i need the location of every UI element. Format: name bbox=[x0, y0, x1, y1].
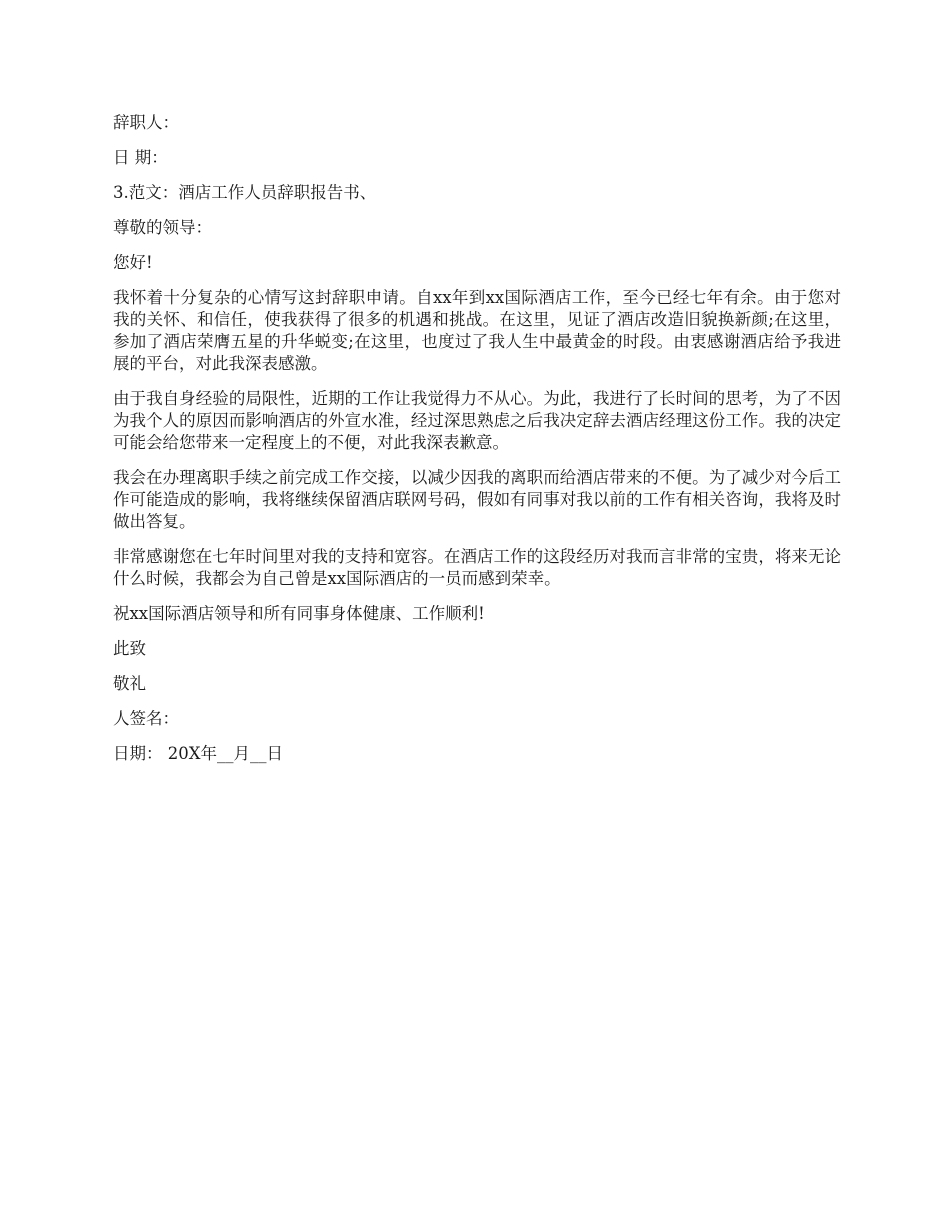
closing-line-1: 此致 bbox=[113, 639, 146, 658]
section-heading: 3.范文：酒店工作人员辞职报告书、 bbox=[113, 183, 377, 202]
document-body bbox=[113, 112, 841, 778]
salutation: 尊敬的领导： bbox=[113, 218, 212, 237]
body-paragraph-2: 由于我自身经验的局限性，近期的工作让我觉得力不从心。为此，我进行了长时间的思考，为了不因为我个人的原因而影响酒店的外宣水准，经过深思熟虑之后我决定辞去酒店经理这份工作。我的决定可能会给您带来一定程度上的不便，对此我深表歉意。 bbox=[113, 389, 841, 452]
resigner-line: 辞职人： bbox=[113, 113, 179, 132]
body-paragraph-3: 我会在办理离职手续之前完成工作交接，以减少因我的离职而给酒店带来的不便。为了减少对今后工作可能造成的影响，我将继续保留酒店联网号码，假如有同事对我以前的工作有相关咨询，我将及时做出答复。 bbox=[113, 468, 841, 531]
closing-line-2: 敬礼 bbox=[113, 674, 146, 693]
signature-line: 人签名： bbox=[113, 709, 179, 728]
wishes-line: 祝xx国际酒店领导和所有同事身体健康、工作顺利! bbox=[113, 604, 485, 623]
signature-date-line: 日期： 20X年__月__日 bbox=[113, 744, 283, 763]
date-line: 日 期： bbox=[113, 148, 168, 167]
greeting: 您好! bbox=[113, 253, 153, 272]
body-paragraph-4: 非常感谢您在七年时间里对我的支持和宽容。在酒店工作的这段经历对我而言非常的宝贵，将来无论什么时候，我都会为自己曾是xx国际酒店的一员而感到荣幸。 bbox=[113, 547, 841, 588]
body-paragraph-1: 我怀着十分复杂的心情写这封辞职申请。自xx年到xx国际酒店工作，至今已经七年有余。由于您对我的关怀、和信任，使我获得了很多的机遇和挑战。在这里，见证了酒店改造旧貌换新颜;在这里，参加了酒店荣膺五星的升华蜕变;在这里，也度过了我人生中最黄金的时段。由衷感谢酒店给予我进展的平台，对此我深表感激。 bbox=[113, 288, 841, 373]
